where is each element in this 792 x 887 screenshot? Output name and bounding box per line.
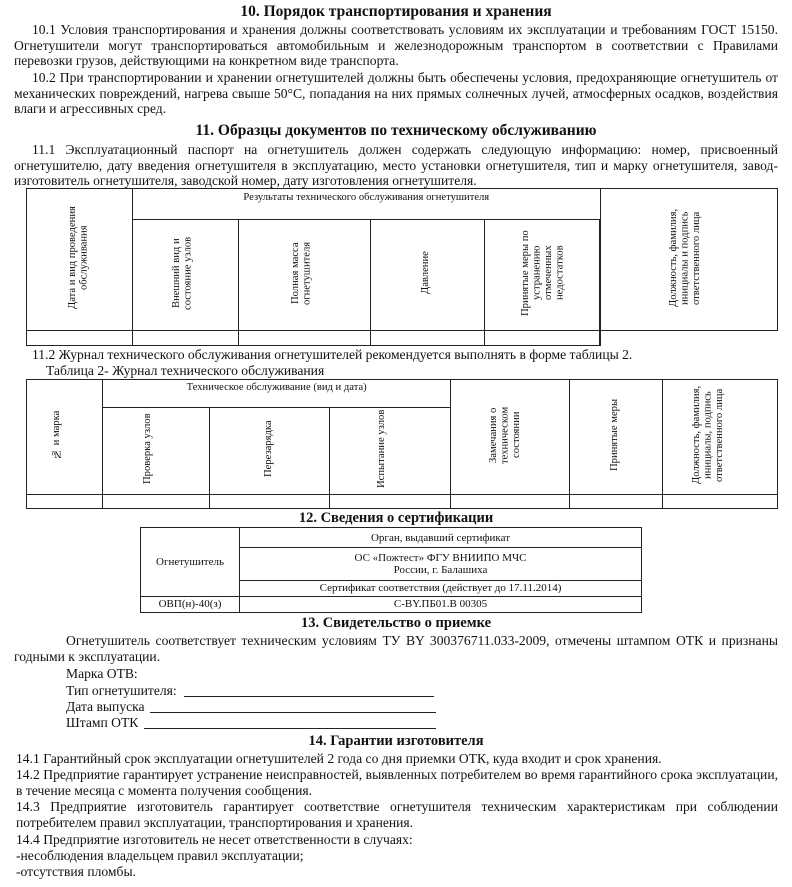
- col-journal-person-header: Должность, фамилия, инициалы, подпись ответственного лица: [690, 386, 725, 485]
- section-12-title: 12. Сведения о сертификации: [298, 510, 494, 526]
- paragraph-11-1: 11.1 Эксплуатационный паспорт на огнетушитель должен содержать следующую информацию: номер, присвоенный огнетушителю, дату введения огнетушителя в эксплуатацию, место установки огнетушителя, тип и марку огнетушителя, завод-изготовитель огнетушителя, заводской номер, дату изготовления огнетушителя.: [14, 142, 778, 189]
- col-recharge-header: Перезарядка: [262, 420, 274, 478]
- table-row: [27, 494, 778, 508]
- type-fill-line: [184, 696, 434, 697]
- col-remarks-header: Замечания о техническом состоянии: [487, 406, 522, 464]
- section-10-title: 10. Порядок транспортирования и хранения: [240, 3, 552, 20]
- col-pressure-header: Давление: [420, 251, 432, 295]
- col-date-header: Дата и вид проведения обслуживания: [66, 206, 90, 310]
- organ-label: Орган, выдавший сертификат: [240, 528, 642, 548]
- list-item: -несоблюдения владельцем правил эксплуатации;: [16, 848, 304, 863]
- col-check-header: Проверка узлов: [142, 414, 154, 485]
- section-11-title: 11. Образцы документов по техническому обслуживанию: [195, 122, 597, 139]
- results-group-header: Результаты технического обслуживания огнетушителя: [243, 192, 490, 203]
- table2-caption: Таблица 2- Журнал технического обслуживания: [46, 363, 325, 378]
- paragraph-10-1: 10.1 Условия транспортирования и хранения должны соответствовать условиям их эксплуатации и требованиям ГОСТ 15150. Огнетушители могут транспортироваться автомобильным и железнодорожным транспортом в соответствии с Правилами перевозки грузов, действующими на конкретном виде транспорта.: [14, 22, 778, 69]
- paragraph-14-4: 14.4 Предприятие изготовитель не несет ответственности в случаях:: [16, 832, 413, 847]
- journal-group-header: Техническое обслуживание (вид и дата): [186, 382, 367, 393]
- type-label: Тип огнетушителя:: [66, 683, 177, 698]
- stamp-fill-line: [144, 728, 436, 729]
- col-visual-header: Внешний вид и состояние узлов: [171, 236, 194, 310]
- maintenance-passport-table: [26, 188, 778, 346]
- table-row: [27, 330, 778, 345]
- paragraph-11-2: 11.2 Журнал технического обслуживания огнетушителей рекомендуется выполнять в форме таблицы 2.: [32, 347, 633, 362]
- paragraph-14-1: 14.1 Гарантийный срок эксплуатации огнетушителей 2 года со дня приемки ОТК, куда входит и срок хранения.: [16, 751, 662, 766]
- stamp-label: Штамп ОТК: [66, 715, 139, 730]
- col-mass-header: Полная масса огнетушителя: [290, 241, 313, 305]
- organ-line-2: России, г. Балашиха: [393, 563, 488, 576]
- paragraph-14-2: 14.2 Предприятие гарантирует устранение неисправностей, выявленных потребителем во время гарантийного срока эксплуатации, в течение месяца с момента получения сообщения.: [16, 767, 778, 798]
- date-label: Дата выпуска: [66, 699, 145, 714]
- section-13-title: 13. Свидетельство о приемке: [300, 615, 492, 631]
- col-person-header: Должность, фамилия, инициалы и подпись ответственного лица: [667, 208, 702, 307]
- paragraph-10-2: 10.2 При транспортировании и хранении огнетушителей должны быть обеспечены условия, предохраняющие огнетушитель от механических повреждений, нагрева свыше 50°С, попадания на них прямых солнечных лучей, атмосферных осадков, воздействия влаги и агрессивных сред.: [14, 70, 778, 117]
- organ-name: [240, 548, 642, 580]
- organ-line-1: ОС «Пожтест» ФГУ ВНИИПО МЧС: [354, 551, 527, 564]
- section-14-title: 14. Гарантии изготовителя: [308, 733, 484, 749]
- certificate-validity: Сертификат соответствия (действует до 17.11.2014): [240, 580, 642, 596]
- extinguisher-label: Огнетушитель: [141, 528, 240, 597]
- col-test-header: Испытание узлов: [375, 410, 387, 489]
- certification-table: [140, 527, 642, 613]
- maintenance-journal-table: [26, 379, 778, 509]
- col-measures-header: Принятые меры по устранению отмеченных недостатков: [519, 230, 566, 317]
- paragraph-13-1: Огнетушитель соответствует техническим условиям ТУ BY 300376711.033-2009, отмечены штампом ОТК и признаны годными к эксплуатации.: [14, 633, 778, 664]
- certificate-number: С-BY.ПБ01.В 00305: [240, 596, 642, 612]
- extinguisher-model: ОВП(н)-40(з): [141, 596, 240, 612]
- col-number-header: № и марка: [50, 411, 62, 460]
- mark-label: Марка ОТВ:: [66, 666, 138, 681]
- list-item: -отсутствия пломбы.: [16, 864, 136, 879]
- paragraph-14-3: 14.3 Предприятие изготовитель гарантирует соответствие огнетушителя техническим характеристикам при соблюдении потребителем правил эксплуатации, транспортирования и хранения.: [16, 799, 778, 830]
- date-fill-line: [150, 712, 436, 713]
- col-journal-measures-header: Принятые меры: [608, 399, 620, 472]
